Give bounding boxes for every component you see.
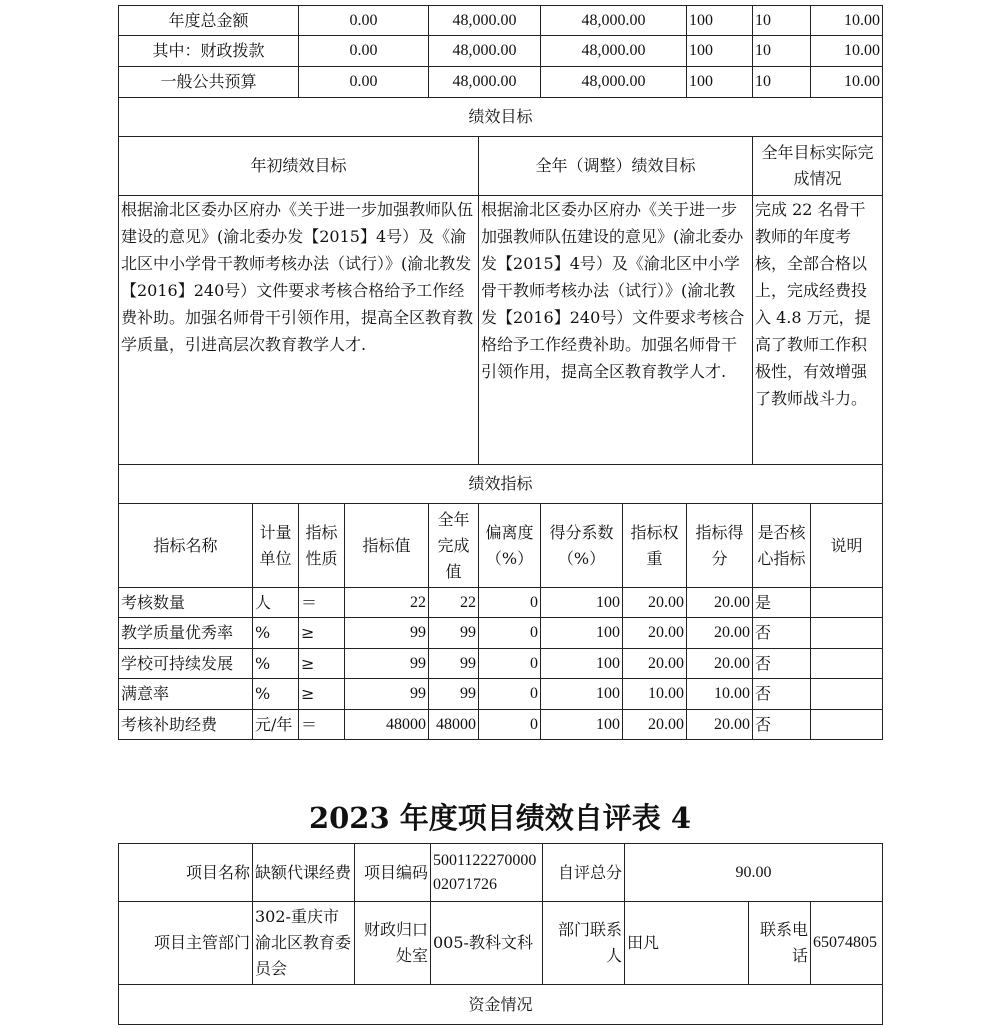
project-name-label: 项目名称 <box>119 844 253 902</box>
dept-value: 302-重庆市渝北区教育委员会 <box>253 902 355 985</box>
phone-label: 联系电话 <box>749 902 811 985</box>
budget-cell: 100 <box>687 36 753 67</box>
funds-section-title: 资金情况 <box>119 985 883 1025</box>
goals-header-adjusted: 全年（调整）绩效目标 <box>479 137 753 196</box>
col-header: 全年完成值 <box>429 504 479 588</box>
score-label: 自评总分 <box>543 844 625 902</box>
indicator-actual: 99 <box>429 649 479 679</box>
indicators-section-title: 绩效指标 <box>119 465 883 504</box>
indicator-nature: ≥ <box>299 679 345 710</box>
budget-label: 一般公共预算 <box>119 67 299 98</box>
indicator-name: 教学质量优秀率 <box>119 618 253 649</box>
indicator-coefficient: 100 <box>541 618 623 649</box>
col-header: 指标性质 <box>299 504 345 588</box>
budget-cell: 48,000.00 <box>541 6 687 36</box>
budget-cell: 10.00 <box>811 67 883 98</box>
col-header: 指标权重 <box>623 504 687 588</box>
indicator-target: 99 <box>345 618 429 649</box>
indicator-note <box>811 618 883 649</box>
indicator-deviation: 0 <box>479 618 541 649</box>
score-value: 90.00 <box>625 844 883 902</box>
indicator-score: 20.00 <box>687 649 753 679</box>
budget-cell: 48,000.00 <box>429 36 541 67</box>
contact-value: 田凡 <box>625 902 749 985</box>
phone-value: 65074805 <box>811 902 883 985</box>
indicator-nature: ≥ <box>299 649 345 679</box>
budget-cell: 10.00 <box>811 36 883 67</box>
form-title: 2023 年度项目绩效自评表 4 <box>308 801 692 835</box>
budget-cell: 100 <box>687 6 753 36</box>
indicator-core: 是 <box>753 588 811 618</box>
indicator-unit: 人 <box>253 588 299 618</box>
indicator-note <box>811 588 883 618</box>
budget-label: 其中：财政拨款 <box>119 36 299 67</box>
indicator-nature: ≥ <box>299 618 345 649</box>
indicator-weight: 20.00 <box>623 649 687 679</box>
col-header: 是否核心指标 <box>753 504 811 588</box>
indicator-deviation: 0 <box>479 649 541 679</box>
col-header: 说明 <box>811 504 883 588</box>
table-row <box>119 618 883 649</box>
finance-label: 财政归口处室 <box>355 902 431 985</box>
indicator-actual: 99 <box>429 618 479 649</box>
budget-cell: 0.00 <box>299 6 429 36</box>
goals-adjusted-text: 根据渝北区委办区府办《关于进一步加强教师队伍建设的意见》(渝北委办发【2015】4号）及《渝北区中小学骨干教师考核办法（试行）》(渝北教发【2016】240号）文件要求考核合格给予工作经费补助。加强名师骨干引领作用，提高全区教育教学人才. <box>479 196 753 465</box>
budget-label: 年度总金额 <box>119 6 299 36</box>
indicator-deviation: 0 <box>479 588 541 618</box>
indicator-note <box>811 679 883 710</box>
indicator-score: 20.00 <box>687 618 753 649</box>
budget-cell: 0.00 <box>299 36 429 67</box>
col-header: 得分系数（%） <box>541 504 623 588</box>
col-header: 指标名称 <box>119 504 253 588</box>
indicator-name: 学校可持续发展 <box>119 649 253 679</box>
indicator-core: 否 <box>753 649 811 679</box>
indicators-header-row <box>119 504 883 588</box>
indicator-weight: 10.00 <box>623 679 687 710</box>
indicator-name: 考核补助经费 <box>119 710 253 740</box>
col-header: 计量单位 <box>253 504 299 588</box>
indicator-target: 22 <box>345 588 429 618</box>
indicator-unit: % <box>253 679 299 710</box>
dept-label: 项目主管部门 <box>119 902 253 985</box>
indicator-note <box>811 710 883 740</box>
goals-initial-text: 根据渝北区委办区府办《关于进一步加强教师队伍建设的意见》(渝北委办发【2015】4号）及《渝北区中小学骨干教师考核办法（试行）》(渝北教发【2016】240号）文件要求考核合格给予工作经费补助。加强名师骨干引领作用，提高全区教育教学质量，引进高层次教育教学人才. <box>119 196 479 465</box>
indicator-core: 否 <box>753 618 811 649</box>
indicator-actual: 99 <box>429 679 479 710</box>
goals-actual-text: 完成 22 名骨干教师的年度考核，全部合格以上，完成经费投入 4.8 万元，提高了教师工作积极性，有效增强了教师战斗力。 <box>753 196 883 465</box>
indicator-nature: ＝ <box>299 710 345 740</box>
indicator-coefficient: 100 <box>541 710 623 740</box>
budget-cell: 10 <box>753 67 811 98</box>
indicator-unit: % <box>253 649 299 679</box>
indicator-note <box>811 649 883 679</box>
indicator-target: 99 <box>345 679 429 710</box>
indicator-deviation: 0 <box>479 710 541 740</box>
budget-cell: 10 <box>753 36 811 67</box>
indicator-score: 20.00 <box>687 710 753 740</box>
indicator-unit: % <box>253 618 299 649</box>
budget-cell: 48,000.00 <box>541 67 687 98</box>
indicator-coefficient: 100 <box>541 649 623 679</box>
table-row <box>119 588 883 618</box>
project-code-label: 项目编码 <box>355 844 431 902</box>
project-name: 缺额代课经费 <box>253 844 355 902</box>
col-header: 指标得分 <box>687 504 753 588</box>
indicator-weight: 20.00 <box>623 618 687 649</box>
col-header: 指标值 <box>345 504 429 588</box>
indicator-name: 满意率 <box>119 679 253 710</box>
budget-row <box>119 36 883 67</box>
budget-cell: 48,000.00 <box>541 36 687 67</box>
goals-section-title: 绩效目标 <box>119 98 883 137</box>
table-row <box>119 679 883 710</box>
indicator-actual: 48000 <box>429 710 479 740</box>
indicator-target: 48000 <box>345 710 429 740</box>
budget-row <box>119 67 883 98</box>
indicator-core: 否 <box>753 710 811 740</box>
budget-cell: 0.00 <box>299 67 429 98</box>
indicator-weight: 20.00 <box>623 588 687 618</box>
project-info-table <box>118 843 883 1025</box>
performance-table <box>118 5 883 740</box>
indicator-actual: 22 <box>429 588 479 618</box>
budget-cell: 48,000.00 <box>429 67 541 98</box>
contact-label: 部门联系人 <box>543 902 625 985</box>
budget-row <box>119 6 883 36</box>
budget-cell: 10.00 <box>811 6 883 36</box>
indicator-coefficient: 100 <box>541 588 623 618</box>
project-code: 500112227000002071726 <box>431 844 543 902</box>
indicator-nature: ＝ <box>299 588 345 618</box>
indicator-core: 否 <box>753 679 811 710</box>
indicator-score: 10.00 <box>687 679 753 710</box>
table-row <box>119 710 883 740</box>
goals-header-initial: 年初绩效目标 <box>119 137 479 196</box>
goals-header-actual: 全年目标实际完成情况 <box>753 137 883 196</box>
indicator-coefficient: 100 <box>541 679 623 710</box>
budget-cell: 48,000.00 <box>429 6 541 36</box>
col-header: 偏离度（%） <box>479 504 541 588</box>
finance-value: 005-教科文科 <box>431 902 543 985</box>
budget-cell: 10 <box>753 6 811 36</box>
budget-cell: 100 <box>687 67 753 98</box>
indicator-score: 20.00 <box>687 588 753 618</box>
indicator-target: 99 <box>345 649 429 679</box>
indicator-unit: 元/年 <box>253 710 299 740</box>
indicator-name: 考核数量 <box>119 588 253 618</box>
table-row <box>119 649 883 679</box>
indicator-deviation: 0 <box>479 679 541 710</box>
indicator-weight: 20.00 <box>623 710 687 740</box>
